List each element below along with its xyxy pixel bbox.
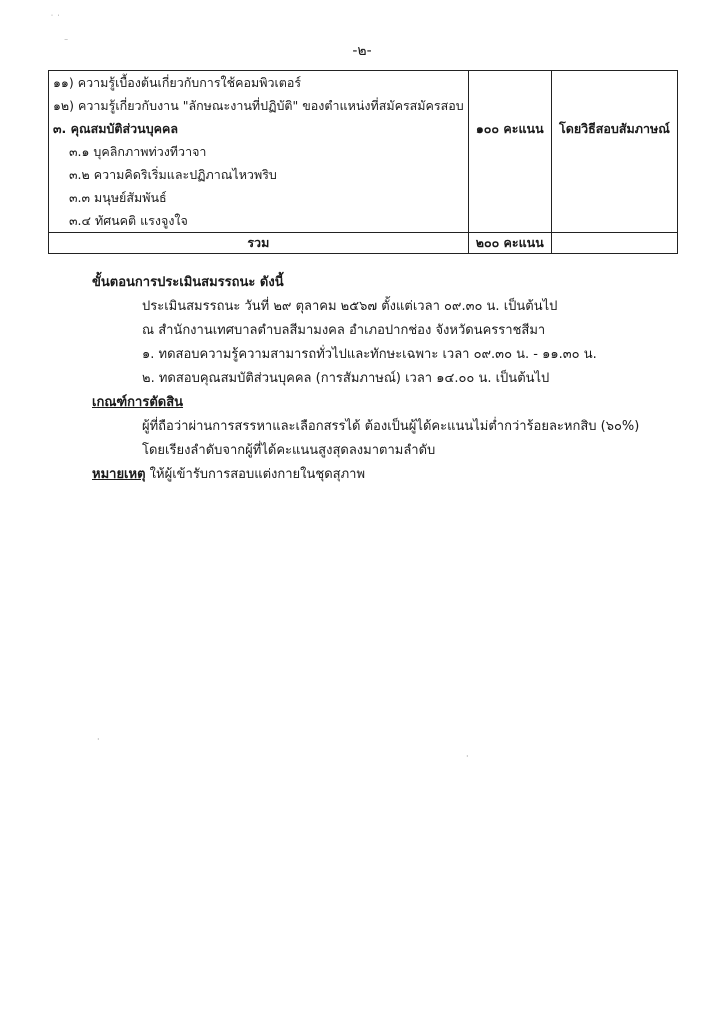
total-label: รวม bbox=[49, 233, 469, 254]
criteria-line-2: โดยเรียงลำดับจากผู้ที่ได้คะแนนสูงสุดลงมาตามลำดับ bbox=[142, 443, 436, 458]
criteria-heading: เกณฑ์การตัดสิน bbox=[92, 395, 184, 410]
total-score: ๒๐๐ คะแนน bbox=[468, 233, 551, 254]
process-location: ณ สำนักงานเทศบาลตำบลสีมามงคล อำเภอปากช่อง จังหวัดนครราชสีมา bbox=[142, 323, 546, 338]
note-text: ให้ผู้เข้ารับการสอบแต่งกายในชุดสุภาพ bbox=[149, 467, 366, 482]
process-step-2: ๒. ทดสอบคุณสมบัติส่วนบุคคล (การสัมภาษณ์) เวลา ๑๔.๐๐ น. เป็นต้นไป bbox=[142, 371, 550, 386]
criteria-table bbox=[48, 70, 678, 254]
list-item: ๓.๑ บุคลิกภาพท่วงทีวาจา bbox=[69, 144, 207, 159]
process-step-1: ๑. ทดสอบความรู้ความสามารถทั่วไปและทักษะเฉพาะ เวลา ๐๙.๓๐ น. - ๑๑.๓๐ น. bbox=[142, 347, 597, 362]
scan-speck: · bbox=[466, 752, 469, 761]
total-empty bbox=[551, 233, 677, 254]
page-number: -๒- bbox=[352, 43, 372, 59]
note-heading: หมายเหตุ bbox=[92, 467, 146, 482]
total-row bbox=[49, 233, 678, 254]
process-date: ประเมินสมรรถนะ วันที่ ๒๙ ตุลาคม ๒๕๖๗ ตั้งแต่เวลา ๐๙.๓๐ น. เป็นต้นไป bbox=[142, 299, 558, 314]
score-cell bbox=[468, 71, 551, 233]
items-cell bbox=[49, 71, 469, 233]
scan-speck: ⁻ bbox=[64, 36, 69, 45]
list-item: ๑๒) ความรู้เกี่ยวกับงาน "ลักษณะงานที่ปฏิบัติ" ของตำแหน่งที่สมัครสมัครสอบ bbox=[53, 98, 464, 113]
section-method: โดยวิธีสอบสัมภาษณ์ bbox=[558, 121, 670, 136]
section-title: ๓. คุณสมบัติส่วนบุคคล bbox=[53, 121, 179, 136]
process-section bbox=[92, 271, 639, 487]
list-item: ๓.๒ ความคิดริเริ่มและปฏิภาณไหวพริบ bbox=[69, 167, 277, 182]
section-score: ๑๐๐ คะแนน bbox=[475, 121, 544, 136]
process-heading: ขั้นตอนการประเมินสมรรถนะ ดังนี้ bbox=[92, 275, 284, 290]
note bbox=[92, 463, 639, 487]
scan-speck: ˙ ˙ bbox=[50, 14, 61, 23]
list-item: ๑๑) ความรู้เบื้องต้นเกี่ยวกับการใช้คอมพิวเตอร์ bbox=[53, 75, 302, 90]
method-cell bbox=[551, 71, 677, 233]
scan-speck: · bbox=[97, 735, 100, 744]
list-item: ๓.๓ มนุษย์สัมพันธ์ bbox=[69, 190, 167, 205]
table-row bbox=[49, 71, 678, 233]
list-item: ๓.๔ ทัศนคติ แรงจูงใจ bbox=[69, 213, 188, 228]
criteria-line-1: ผู้ที่ถือว่าผ่านการสรรหาและเลือกสรรได้ ต้องเป็นผู้ได้คะแนนไม่ต่ำกว่าร้อยละหกสิบ (๖๐%) bbox=[142, 419, 640, 434]
